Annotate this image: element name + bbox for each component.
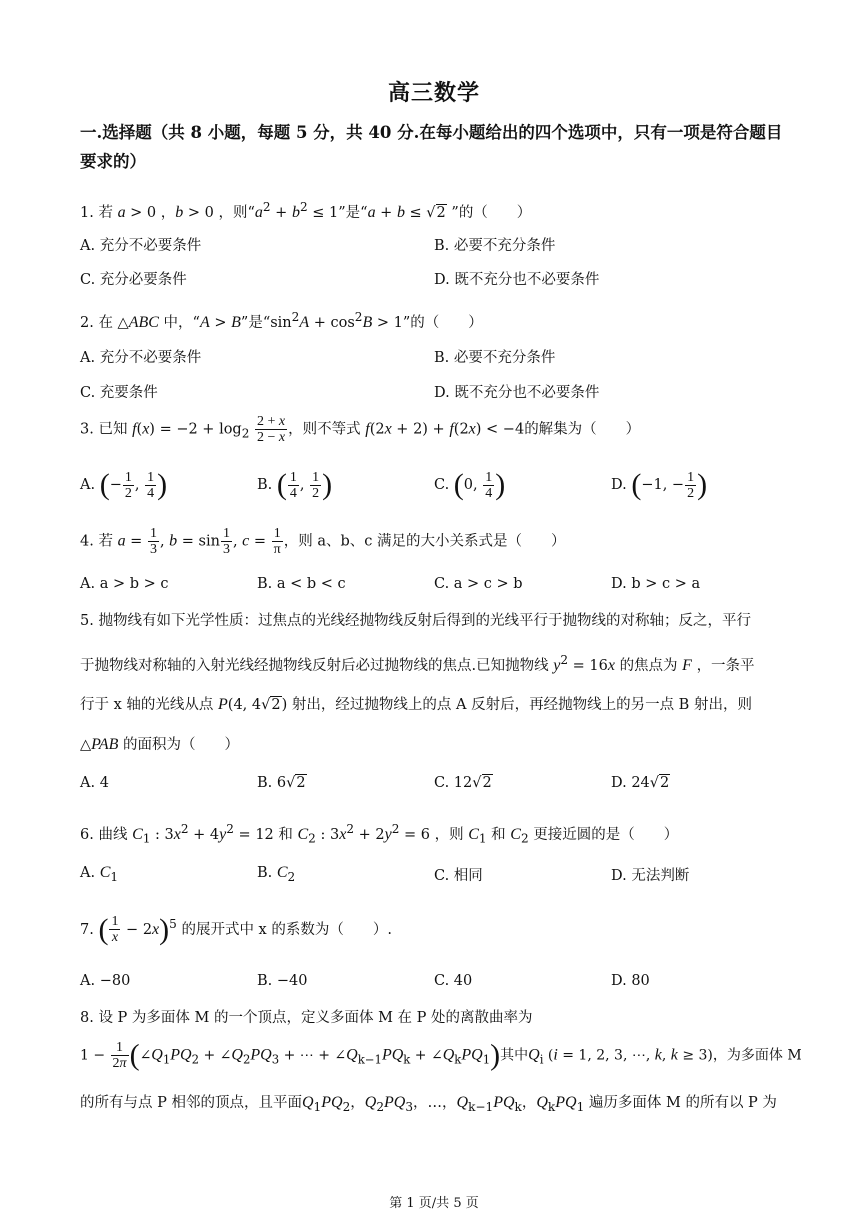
q2-option-a[interactable]: A. 充分不必要条件 xyxy=(80,350,202,366)
q2-option-d[interactable]: D. 既不充分也不必要条件 xyxy=(434,385,600,401)
q7-option-a[interactable]: A. −80 xyxy=(80,973,131,989)
q1-option-c[interactable]: C. 充分必要条件 xyxy=(80,272,187,288)
q6-option-d[interactable]: D. 无法判断 xyxy=(611,868,690,884)
q5-option-d[interactable]: D. 24√2 xyxy=(611,775,670,791)
q3-option-c[interactable]: C. (0, $\frac{1}{4}$ ) xyxy=(434,468,506,501)
question-5-line-1: 5. 抛物线有如下光学性质：过焦点的光线经抛物线反射后得到的光线平行于抛物线的对称轴；反之，平行 xyxy=(80,613,751,629)
q4-option-b[interactable]: B. a < b < c xyxy=(257,576,346,592)
q6-option-a[interactable]: A. $C_1$ xyxy=(80,864,119,884)
q1-option-b[interactable]: B. 必要不充分条件 xyxy=(434,238,556,254)
page-footer: 第 1 页/共 5 页 xyxy=(389,1196,479,1211)
question-8-line-2: 1 − $\frac{1}{2\pi}$ ($\angle Q_1PQ_2$ + $\angle Q_2PQ_3$ + ⋯ + $\angle Q_{k-1}PQ_k$ + $\angle Q_kPQ_1$)其中$Q_i$ (i = 1, 2, 3, ⋯, k, k ≥ 3)，为多面体 M xyxy=(80,1038,802,1072)
page-title: 高三数学 xyxy=(387,80,480,106)
question-8-line-1: 8. 设 P 为多面体 M 的一个顶点，定义多面体 M 在 P 处的离散曲率为 xyxy=(80,1010,533,1026)
q1-option-d[interactable]: D. 既不充分也不必要条件 xyxy=(434,272,600,288)
question-5-line-3: 行于 x 轴的光线从点 P(4, 4√2) 射出，经过抛物线上的点 A 反射后，再经抛物线上的另一点 B 射出，则 xyxy=(80,696,752,713)
question-7: 7. ( $\frac{1}{x}$ − 2x)$^5$ 的展开式中 x 的系数为（ ）. xyxy=(80,912,392,946)
q7-option-b[interactable]: B. −40 xyxy=(257,973,308,989)
q6-option-b[interactable]: B. $C_2$ xyxy=(257,864,296,884)
question-3: 3. 已知 $f(x) = -2 + \log_2$ $\frac{2 + x}{2 - x}$ ，则不等式 f(2x + 2) + f(2x) < −4的解集为（ ） xyxy=(80,414,641,445)
q4-option-d[interactable]: D. b > c > a xyxy=(611,576,701,592)
question-5-line-4: △PAB 的面积为（ ） xyxy=(80,736,240,753)
q5-option-a[interactable]: A. 4 xyxy=(80,775,109,791)
q5-option-b[interactable]: B. 6√2 xyxy=(257,775,306,791)
question-2: 2. 在 △ABC 中，“A > B”是“$\sin^2A + \cos^2B > 1$”的（ ） xyxy=(80,310,483,331)
question-5-line-2: 于抛物线对称轴的入射光线经抛物线反射后必过抛物线的焦点.已知抛物线 $y^2 = 16x$ 的焦点为 F ，一条平 xyxy=(80,653,755,674)
q1-option-a[interactable]: A. 充分不必要条件 xyxy=(80,238,202,254)
q2-option-c[interactable]: C. 充要条件 xyxy=(80,385,158,401)
q3-option-a[interactable]: A. (− $\frac{1}{2}$ , $\frac{1}{4}$ ) xyxy=(80,468,168,501)
question-8-line-3: 的所有与点 P 相邻的顶点，且平面$Q_1PQ_2$，$Q_2PQ_3$，…，$Q_{k-1}PQ_k$，$Q_kPQ_1$ 遍历多面体 M 的所有以 P 为 xyxy=(80,1094,777,1114)
q3-option-d[interactable]: D. (−1, − $\frac{1}{2}$ ) xyxy=(611,468,708,501)
question-1: 1. 若 a > 0 ，b > 0 ，则“$a^2 + b^2 \le 1$”是“a + b ≤ √2 ”的（ ） xyxy=(80,200,532,221)
q4-option-c[interactable]: C. a > c > b xyxy=(434,576,523,592)
q4-option-a[interactable]: A. a > b > c xyxy=(80,576,169,592)
question-4: 4. 若 a = $\frac{1}{3}$ , b = sin $\frac{1}{3}$ , c = $\frac{1}{\pi}$ ，则 a、b、c 满足的大小关系式是（ ） xyxy=(80,526,566,557)
q3-option-b[interactable]: B. ( $\frac{1}{4}$ , $\frac{1}{2}$ ) xyxy=(257,468,333,501)
section-heading: 一.选择题（共 8 小题，每题 5 分，共 40 分.在每小题给出的四个选项中，只有一项是符合题目要求的） xyxy=(80,123,783,171)
q2-option-b[interactable]: B. 必要不充分条件 xyxy=(434,350,556,366)
question-6: 6. 曲线 $C_1$ : $3x^2 + 4y^2 = 12$ 和 $C_2$ : $3x^2 + 2y^2 = 6$ ，则 $C_1$ 和 $C_2$ 更接近圆的是（ ） xyxy=(80,822,679,846)
q5-option-c[interactable]: C. 12√2 xyxy=(434,775,492,791)
q6-option-c[interactable]: C. 相同 xyxy=(434,868,483,884)
q7-option-c[interactable]: C. 40 xyxy=(434,973,473,989)
q7-option-d[interactable]: D. 80 xyxy=(611,973,650,989)
